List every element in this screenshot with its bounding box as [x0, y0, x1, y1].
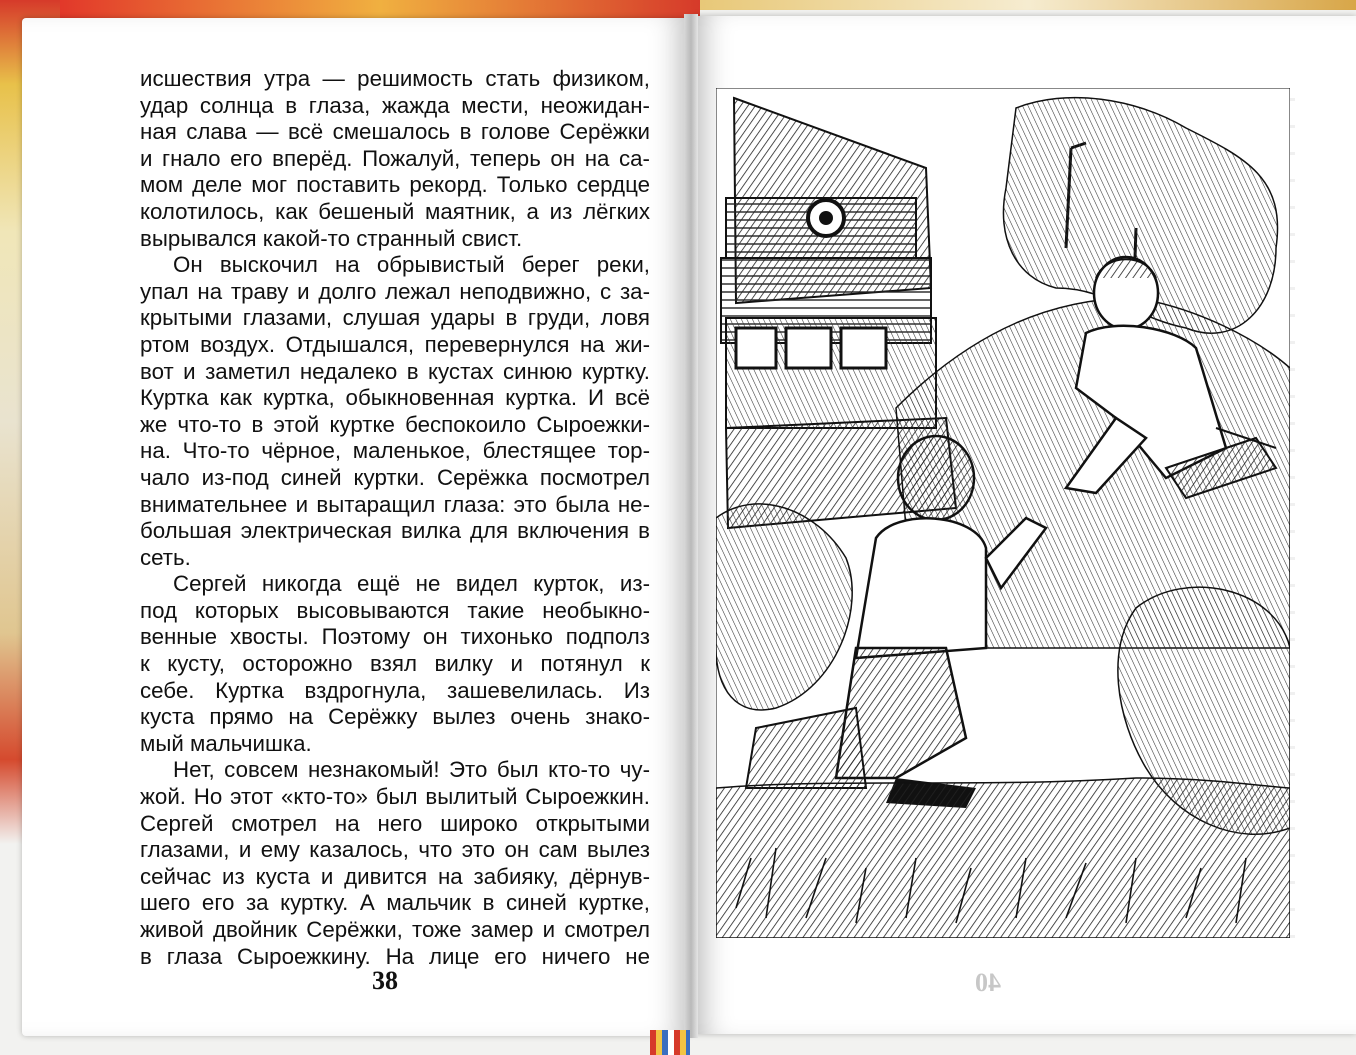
text-line: вырывался какой-то странный свист.: [140, 225, 523, 251]
text-line: вот и заметил недалеко в кустах синюю куртку.: [140, 358, 650, 384]
text-line: в глаза Сыроежкину. На лице его ничего не: [140, 943, 650, 969]
text-line: мый мальчишка.: [140, 730, 312, 756]
text-line: на. Что-то чёрное, маленькое, блестящее тор-: [140, 438, 650, 464]
text-line: и гнало его вперёд. Пожалуй, теперь он на са-: [140, 145, 650, 171]
text-line: удар солнца в глаза, жажда мести, неожидан-: [140, 92, 650, 118]
text-line: куста прямо на Серёжку вылез очень знако-: [140, 704, 650, 730]
text-line: большая электрическая вилка для включения в: [140, 518, 650, 544]
text-line: мом деле мог поставить рекорд. Только сердце: [140, 172, 650, 198]
text-line: Он выскочил на обрывистый берег реки,: [173, 252, 650, 278]
text-line: ная слава — всё смешалось в голове Серёжки: [140, 119, 650, 145]
text-line: Сергей смотрел на него широко открытыми: [140, 810, 650, 836]
text-line: сеть.: [140, 544, 191, 570]
text-line: чало из-под синей куртки. Серёжка посмотрел: [140, 464, 650, 490]
text-line: себе. Куртка вздрогнула, зашевелилась. Из: [140, 677, 650, 703]
text-line: жой. Но этот «кто-то» был вылитый Сыроежкин.: [140, 784, 650, 810]
text-line: исшествия утра — решимость стать физиком,: [140, 66, 650, 91]
text-line: под которых высовываются такие необыкно-: [140, 597, 650, 623]
text-line: живой двойник Серёжки, тоже замер и смотрел: [140, 917, 650, 942]
text-line: сейчас из куста и дивится на забияку, дёрнув-: [140, 863, 650, 889]
text-line: Куртка как куртка, обыкновенная куртка. И всё: [140, 385, 650, 411]
text-line: Сергей никогда ещё не видел курток, из-: [173, 571, 650, 597]
text-line: внимательнее и вытаращил глаза: это была не-: [140, 491, 650, 517]
text-line: колотилось, как бешеный маятник, а из лёгких: [140, 198, 650, 224]
text-line: глазами, и ему казалось, что это он сам вылез: [140, 837, 650, 863]
text-line: к кусту, осторожно взял вилку и потянул к: [140, 651, 650, 677]
page-number-left: 38: [372, 966, 398, 995]
illustration-two-boys: [716, 88, 1290, 938]
text-line: шего его за куртку. А мальчик в синей куртке,: [140, 890, 650, 916]
book-ribbon-edge: [650, 1030, 690, 1055]
text-line: Нет, совсем незнакомый! Это был кто-то чу-: [173, 757, 650, 783]
text-line: упал на траву и долго лежал неподвижно, с за-: [140, 278, 650, 304]
page-number-show-through: 40: [975, 968, 1001, 997]
text-line: ртом воздух. Отдышался, перевернулся на жи-: [140, 331, 650, 357]
book-gutter: [684, 14, 698, 1038]
book-cover-top-right-edge: [700, 0, 1356, 10]
text-line: венные хвосты. Поэтому он тихонько подполз: [140, 624, 650, 650]
left-page-text: [140, 66, 650, 970]
text-line: крытыми глазами, слушая удары в груди, ловя: [140, 305, 650, 331]
text-line: же что-то в этой куртке беспокоило Сыроежки-: [140, 411, 650, 437]
